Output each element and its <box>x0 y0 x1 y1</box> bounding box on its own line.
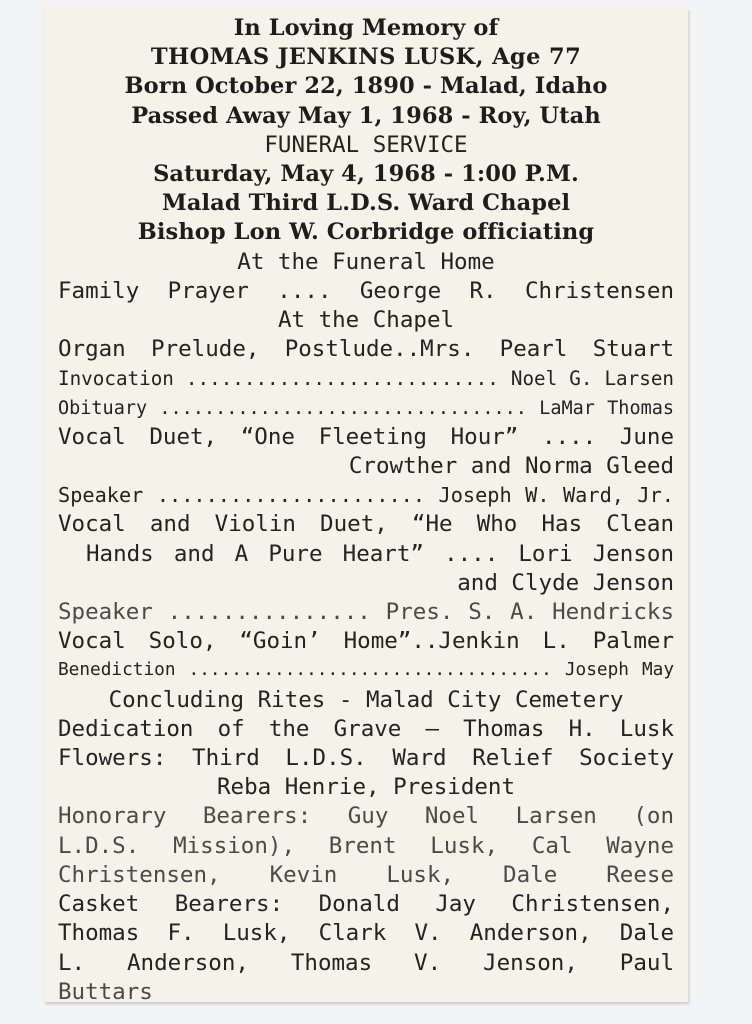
chapel-heading: At the Chapel <box>277 307 455 334</box>
casket-bearers-line-3: L. Anderson, Thomas V. Jenson, Paul <box>58 949 674 976</box>
benediction-line: Benediction .................................. Joseph May <box>58 660 674 681</box>
funeral-home-heading: At the Funeral Home <box>237 248 495 275</box>
newspaper-clipping <box>44 8 688 1005</box>
family-prayer-line: Family Prayer .... George R. Christensen <box>58 277 674 304</box>
vocal-duet-line: Vocal Duet, “One Fleeting Hour” .... June <box>58 423 674 450</box>
flowers-president-line: Reba Henrie, President <box>216 774 515 801</box>
honorary-bearers-line-3: Christensen, Kevin Lusk, Dale Reese <box>58 861 674 888</box>
service-place: Malad Third L.D.S. Ward Chapel <box>161 190 571 217</box>
memorial-heading: In Loving Memory of <box>233 15 499 41</box>
service-date: Saturday, May 4, 1968 - 1:00 P.M. <box>153 161 579 188</box>
death-line: Passed Away May 1, 1968 - Roy, Utah <box>131 102 601 129</box>
violin-duet-line-1: Vocal and Violin Duet, “He Who Has Clean <box>58 511 674 538</box>
vocal-duet-performers: Crowther and Norma Gleed <box>348 453 674 480</box>
violin-duet-line-3: and Clyde Jenson <box>457 569 674 596</box>
invocation-line: Invocation ........................... Noel G. Larsen <box>58 367 674 391</box>
organ-line: Organ Prelude, Postlude..Mrs. Pearl Stuart <box>58 336 674 363</box>
vocal-solo-line: Vocal Solo, “Goin’ Home”..Jenkin L. Palmer <box>58 628 674 655</box>
obituary-line: Obituary ................................. LaMar Thomas <box>58 397 674 419</box>
deceased-name: THOMAS JENKINS LUSK, Age 77 <box>150 44 582 71</box>
concluding-rites-line: Concluding Rites - Malad City Cemetery <box>108 686 624 713</box>
speaker-line-1: Speaker ...................... Joseph W. Ward, Jr. <box>58 483 674 508</box>
speaker-line-2: Speaker ............... Pres. S. A. Hendricks <box>58 599 674 626</box>
officiating-line: Bishop Lon W. Corbridge officiating <box>137 219 595 246</box>
violin-duet-line-2: Hands and A Pure Heart” .... Lori Jenson <box>86 540 674 567</box>
honorary-bearers-line-1: Honorary Bearers: Guy Noel Larsen (on <box>58 803 674 830</box>
service-heading: FUNERAL SERVICE <box>264 131 468 158</box>
birth-line: Born October 22, 1890 - Malad, Idaho <box>124 73 608 100</box>
dedication-line: Dedication of the Grave — Thomas H. Lusk <box>58 715 674 742</box>
casket-bearers-line-2: Thomas F. Lusk, Clark V. Anderson, Dale <box>58 920 674 947</box>
casket-bearers-line-4: Buttars <box>58 978 153 1005</box>
honorary-bearers-line-2: L.D.S. Mission), Brent Lusk, Cal Wayne <box>58 832 674 859</box>
casket-bearers-line-1: Casket Bearers: Donald Jay Christensen, <box>58 891 674 918</box>
flowers-line: Flowers: Third L.D.S. Ward Relief Society <box>58 745 674 772</box>
